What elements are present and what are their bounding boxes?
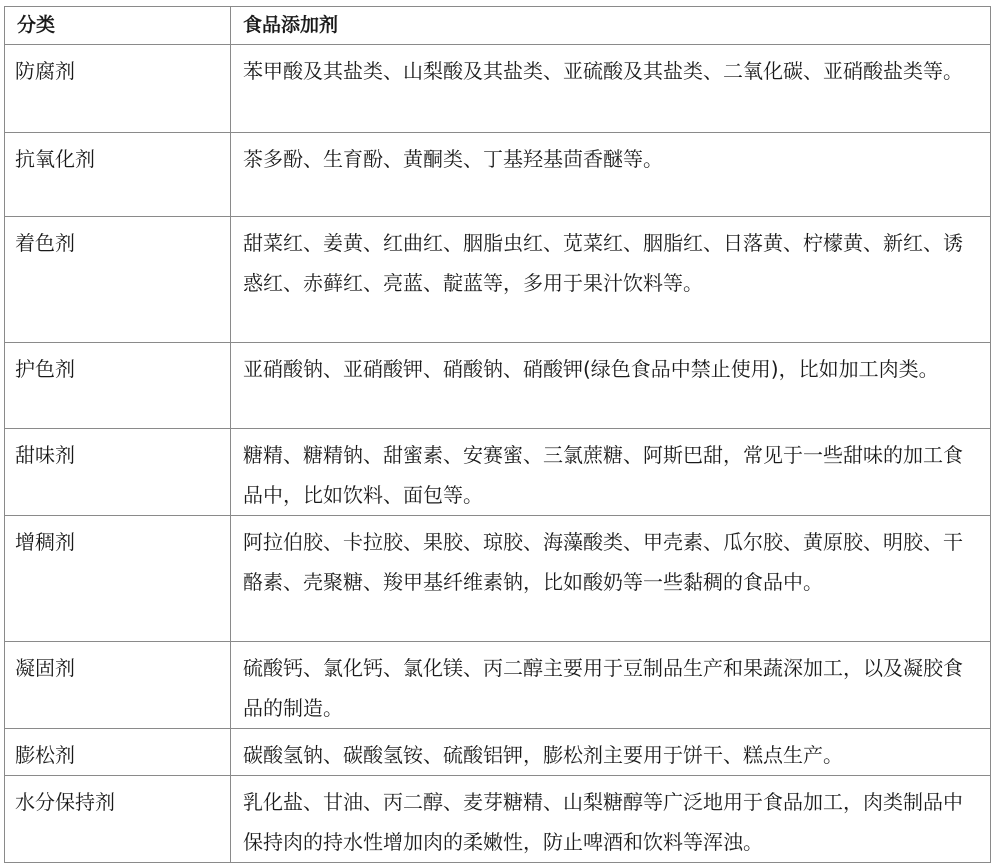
row-category: 护色剂 — [5, 343, 231, 429]
row-category: 凝固剂 — [5, 642, 231, 729]
row-items: 苯甲酸及其盐类、山梨酸及其盐类、亚硫酸及其盐类、二氧化碳、亚硝酸盐类等。 — [231, 45, 991, 133]
table-header-row — [5, 7, 991, 45]
row-items: 甜菜红、姜黄、红曲红、胭脂虫红、苋菜红、胭脂红、日落黄、柠檬黄、新红、诱惑红、赤藓红、亮蓝、靛蓝等，多用于果汁饮料等。 — [231, 217, 991, 343]
table-row — [5, 516, 991, 642]
row-items: 碳酸氢钠、碳酸氢铵、硫酸铝钾，膨松剂主要用于饼干、糕点生产。 — [231, 729, 991, 776]
row-items: 硫酸钙、氯化钙、氯化镁、丙二醇主要用于豆制品生产和果蔬深加工，以及凝胶食品的制造。 — [231, 642, 991, 729]
table-row — [5, 642, 991, 729]
row-category: 增稠剂 — [5, 516, 231, 642]
row-items: 乳化盐、甘油、丙二醇、麦芽糖精、山梨糖醇等广泛地用于食品加工，肉类制品中保持肉的持水性增加肉的柔嫩性，防止啤酒和饮料等浑浊。 — [231, 776, 991, 863]
row-items: 阿拉伯胶、卡拉胶、果胶、琼胶、海藻酸类、甲壳素、瓜尔胶、黄原胶、明胶、干酪素、壳聚糖、羧甲基纤维素钠，比如酸奶等一些黏稠的食品中。 — [231, 516, 991, 642]
row-category: 水分保持剂 — [5, 776, 231, 863]
table-row — [5, 776, 991, 863]
row-items: 茶多酚、生育酚、黄酮类、丁基羟基茴香醚等。 — [231, 133, 991, 217]
table-row — [5, 45, 991, 133]
table-row — [5, 217, 991, 343]
row-category: 抗氧化剂 — [5, 133, 231, 217]
row-items: 亚硝酸钠、亚硝酸钾、硝酸钠、硝酸钾(绿色食品中禁止使用)，比如加工肉类。 — [231, 343, 991, 429]
row-category: 膨松剂 — [5, 729, 231, 776]
row-category: 甜味剂 — [5, 429, 231, 516]
row-items: 糖精、糖精钠、甜蜜素、安赛蜜、三氯蔗糖、阿斯巴甜，常见于一些甜味的加工食品中，比如饮料、面包等。 — [231, 429, 991, 516]
header-additive: 食品添加剂 — [231, 7, 991, 45]
table-row — [5, 429, 991, 516]
header-category: 分类 — [5, 7, 231, 45]
table-row — [5, 729, 991, 776]
row-category: 防腐剂 — [5, 45, 231, 133]
food-additives-table — [4, 6, 991, 863]
row-category: 着色剂 — [5, 217, 231, 343]
table-row — [5, 343, 991, 429]
table-row — [5, 133, 991, 217]
